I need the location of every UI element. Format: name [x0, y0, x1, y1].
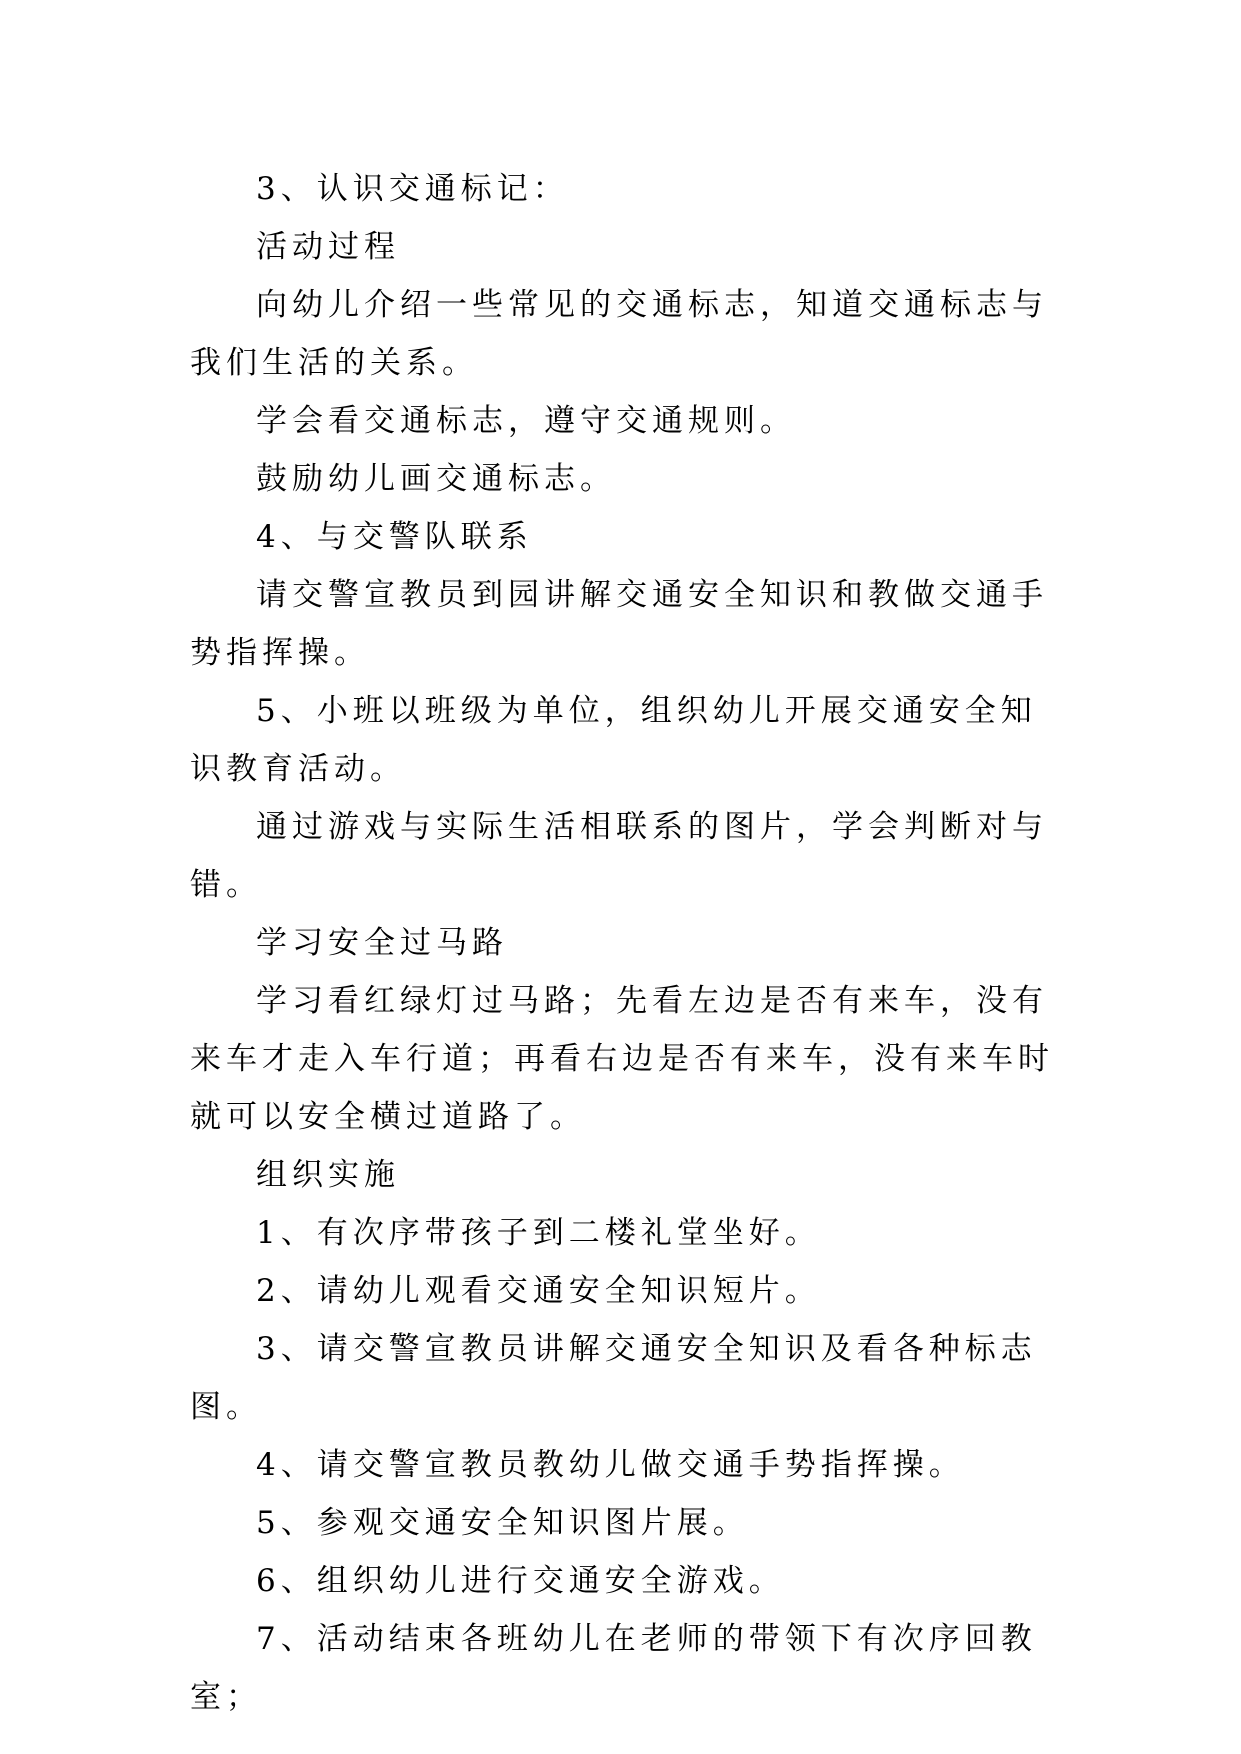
paragraph-9: 通过游戏与实际生活相联系的图片，学会判断对与错。: [190, 809, 1048, 903]
paragraph-14: 2、请幼儿观看交通安全知识短片。: [256, 1273, 821, 1309]
paragraph-11: 学习看红绿灯过马路；先看左边是否有来车，没有来车才走入车行道；再看右边是否有来车，没有来车时就可以安全横过道路了。: [190, 983, 1054, 1135]
paragraph-17: 5、参观交通安全知识图片展。: [256, 1505, 749, 1541]
paragraph-13: 1、有次序带孩子到二楼礼堂坐好。: [256, 1215, 821, 1251]
paragraph-5: 鼓励幼儿画交通标志。: [256, 461, 616, 497]
paragraph-18: 6、组织幼儿进行交通安全游戏。: [256, 1563, 785, 1599]
paragraph-16: 4、请交警宣教员教幼儿做交通手势指挥操。: [256, 1447, 965, 1483]
paragraph-6: 4、与交警队联系: [256, 519, 533, 555]
paragraph-12: 组织实施: [256, 1157, 400, 1193]
paragraph-19: 7、活动结束各班幼儿在老师的带领下有次序回教室；: [190, 1621, 1037, 1715]
paragraph-2: 活动过程: [256, 229, 400, 265]
paragraph-3: 向幼儿介绍一些常见的交通标志，知道交通标志与我们生活的关系。: [190, 287, 1048, 381]
paragraph-4: 学会看交通标志，遵守交通规则。: [256, 403, 796, 439]
paragraph-10: 学习安全过马路: [256, 925, 508, 961]
paragraph-8: 5、小班以班级为单位，组织幼儿开展交通安全知识教育活动。: [190, 693, 1037, 787]
document-body: [190, 160, 1070, 1726]
paragraph-1: 3、认识交通标记：: [256, 171, 569, 207]
paragraph-15: 3、请交警宣教员讲解交通安全知识及看各种标志图。: [190, 1331, 1037, 1425]
paragraph-7: 请交警宣教员到园讲解交通安全知识和教做交通手势指挥操。: [190, 577, 1048, 671]
